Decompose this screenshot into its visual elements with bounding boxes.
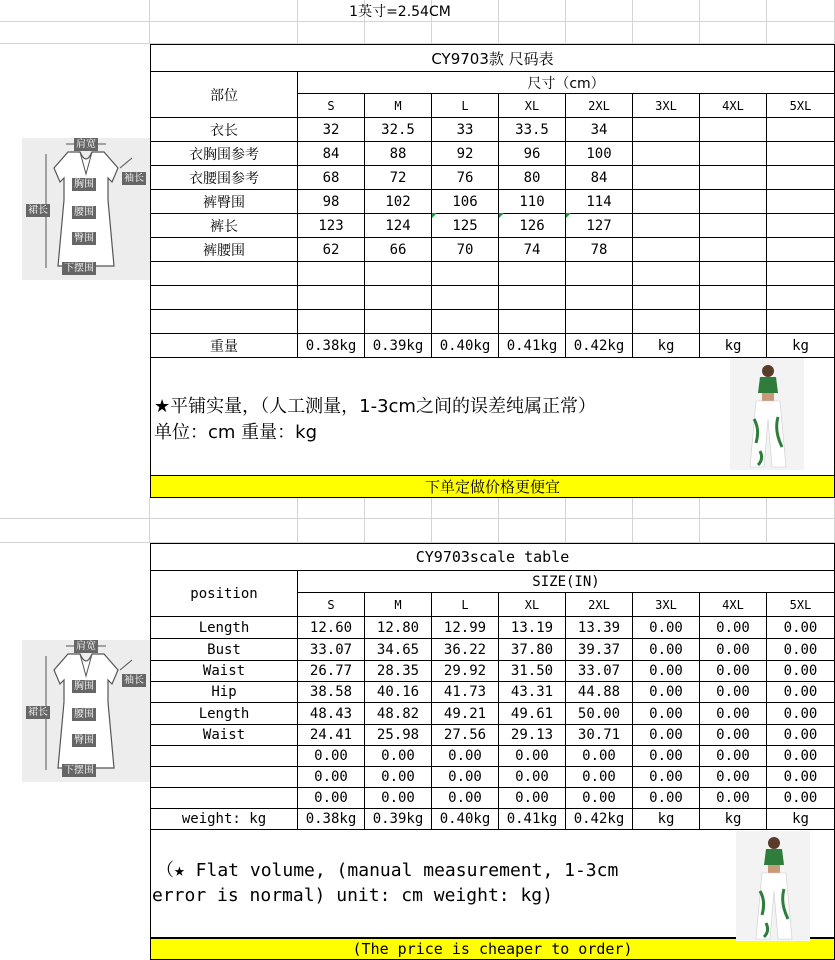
- grid-cell: [499, 497, 566, 519]
- size-value-cell: 0.00: [633, 682, 700, 703]
- size-col-s: S: [298, 593, 365, 617]
- size-value-cell: 84: [566, 166, 633, 190]
- size-value-cell: [633, 118, 700, 142]
- size-value-cell: [365, 262, 432, 286]
- row-label: [150, 788, 298, 809]
- grid-cell: [365, 22, 432, 44]
- size-col-4xl: 4XL: [700, 94, 767, 118]
- size-value-cell: [499, 310, 566, 334]
- size-value-cell: [767, 262, 835, 286]
- size-value-cell: [700, 286, 767, 310]
- measurement-note: ★平铺实量，（人工测量，1-3cm之间的误差纯属正常）: [154, 396, 596, 417]
- size-value-cell: 0.39kg: [365, 809, 432, 830]
- size-col-2xl: 2XL: [566, 593, 633, 617]
- position-header: 部位: [150, 72, 298, 118]
- row-label: [150, 746, 298, 767]
- grid-cell: [150, 519, 298, 543]
- size-value-cell: 12.99: [432, 617, 499, 639]
- size-value-cell: 0.00: [633, 703, 700, 725]
- size-value-cell: 0.40kg: [432, 334, 499, 358]
- size-col-3xl: 3XL: [633, 593, 700, 617]
- diagram-label-chest: 胸围: [74, 179, 94, 190]
- size-value-cell: 0.00: [499, 746, 566, 767]
- unit-note: error is normal) unit: cm weight: kg): [152, 885, 553, 906]
- size-value-cell: 100: [566, 142, 633, 166]
- size-value-cell: 31.50: [499, 661, 566, 682]
- size-col-4xl: 4XL: [700, 593, 767, 617]
- size-col-m: M: [365, 593, 432, 617]
- size-value-cell: [633, 142, 700, 166]
- size-value-cell: [767, 142, 835, 166]
- size-value-cell: [700, 310, 767, 334]
- order-banner: (The price is cheaper to order): [150, 938, 835, 960]
- row-label: Waist: [150, 725, 298, 746]
- size-value-cell: 34: [566, 118, 633, 142]
- diagram-label-hip: 臀围: [74, 735, 94, 746]
- size-value-cell: 0.41kg: [499, 809, 566, 830]
- size-value-cell: [633, 214, 700, 238]
- size-value-cell: [700, 214, 767, 238]
- size-value-cell: 70: [432, 238, 499, 262]
- size-value-cell: [767, 310, 835, 334]
- grid-cell: [0, 0, 150, 22]
- size-value-cell: [633, 238, 700, 262]
- grid-cell: [499, 22, 566, 44]
- size-col-xl: XL: [499, 593, 566, 617]
- row-label: [150, 310, 298, 334]
- diagram-label-hem: 下摆围: [64, 263, 94, 274]
- size-value-cell: 76: [432, 166, 499, 190]
- size-value-cell: kg: [767, 334, 835, 358]
- size-value-cell: 0.00: [432, 788, 499, 809]
- row-label: 衣长: [150, 118, 298, 142]
- row-label: 重量: [150, 334, 298, 358]
- size-value-cell: 0.00: [566, 746, 633, 767]
- position-header: position: [150, 571, 298, 617]
- size-value-cell: 0.00: [700, 639, 767, 661]
- size-col-5xl: 5XL: [767, 593, 835, 617]
- row-label: 衣胸围参考: [150, 142, 298, 166]
- size-value-cell: 114: [566, 190, 633, 214]
- size-value-cell: 0.00: [365, 746, 432, 767]
- size-value-cell: 102: [365, 190, 432, 214]
- row-label: [150, 262, 298, 286]
- size-value-cell: [633, 166, 700, 190]
- size-value-cell: 0.00: [499, 788, 566, 809]
- size-value-cell: 88: [365, 142, 432, 166]
- grid-cell: [150, 497, 298, 519]
- size-value-cell: 0.00: [566, 767, 633, 788]
- size-value-cell: [566, 310, 633, 334]
- row-label: Hip: [150, 682, 298, 703]
- diagram-label-chest: 胸围: [74, 681, 94, 692]
- size-value-cell: 39.37: [566, 639, 633, 661]
- size-value-cell: 123: [298, 214, 365, 238]
- row-label: Length: [150, 703, 298, 725]
- size-value-cell: kg: [633, 334, 700, 358]
- row-label: [150, 286, 298, 310]
- grid-cell: [700, 519, 767, 543]
- diagram-label-length: 裙长: [28, 205, 48, 216]
- size-value-cell: 0.40kg: [432, 809, 499, 830]
- grid-cell: [432, 497, 499, 519]
- row-label: 裤长: [150, 214, 298, 238]
- grid-cell: [767, 22, 835, 44]
- size-value-cell: 0.00: [767, 746, 835, 767]
- size-value-cell: 0.39kg: [365, 334, 432, 358]
- size-value-cell: 0.00: [633, 767, 700, 788]
- size-value-cell: 78: [566, 238, 633, 262]
- row-label: Length: [150, 617, 298, 639]
- model-photo: [730, 358, 804, 470]
- size-value-cell: 0.00: [298, 767, 365, 788]
- size-value-cell: 29.13: [499, 725, 566, 746]
- size-value-cell: 0.00: [298, 746, 365, 767]
- size-value-cell: 33.5: [499, 118, 566, 142]
- model-photo: [736, 831, 810, 941]
- diagram-label-waist: 腰围: [74, 709, 94, 720]
- size-value-cell: 92: [432, 142, 499, 166]
- comment-marker: [566, 213, 571, 218]
- grid-cell: [365, 519, 432, 543]
- size-value-cell: 13.39: [566, 617, 633, 639]
- size-value-cell: kg: [767, 809, 835, 830]
- measurement-note: （★ Flat volume, (manual measurement, 1-3cm: [156, 860, 619, 881]
- size-unit-header: 尺寸（cm）: [298, 72, 835, 94]
- size-value-cell: 0.00: [298, 788, 365, 809]
- inch-conversion-note: 1英寸=2.54CM: [349, 4, 451, 20]
- table-title: CY9703scale table: [150, 543, 835, 571]
- size-value-cell: 0.00: [700, 703, 767, 725]
- size-col-l: L: [432, 94, 499, 118]
- row-label: 衣腰围参考: [150, 166, 298, 190]
- grid-cell: [767, 0, 835, 22]
- size-value-cell: 28.35: [365, 661, 432, 682]
- diagram-label-sleeve: 袖长: [124, 675, 144, 686]
- size-value-cell: 33.07: [298, 639, 365, 661]
- size-value-cell: 0.00: [767, 767, 835, 788]
- size-value-cell: 40.16: [365, 682, 432, 703]
- size-value-cell: 12.80: [365, 617, 432, 639]
- size-value-cell: 125: [432, 214, 499, 238]
- size-value-cell: [767, 118, 835, 142]
- size-value-cell: 0.41kg: [499, 334, 566, 358]
- size-value-cell: 48.43: [298, 703, 365, 725]
- row-label: 裤腰围: [150, 238, 298, 262]
- grid-cell: [566, 497, 633, 519]
- grid-cell: [767, 497, 835, 519]
- size-value-cell: 0.00: [566, 788, 633, 809]
- size-value-cell: [365, 310, 432, 334]
- size-value-cell: 0.00: [767, 617, 835, 639]
- size-col-xl: XL: [499, 94, 566, 118]
- size-value-cell: [633, 310, 700, 334]
- size-value-cell: 0.00: [432, 746, 499, 767]
- size-value-cell: 0.00: [767, 639, 835, 661]
- size-value-cell: 0.00: [767, 725, 835, 746]
- diagram-label-waist: 腰围: [74, 207, 94, 218]
- size-value-cell: 43.31: [499, 682, 566, 703]
- grid-cell: [633, 22, 700, 44]
- size-value-cell: 127: [566, 214, 633, 238]
- size-value-cell: 29.92: [432, 661, 499, 682]
- size-value-cell: kg: [700, 809, 767, 830]
- size-value-cell: 0.42kg: [566, 809, 633, 830]
- size-col-l: L: [432, 593, 499, 617]
- size-value-cell: 0.38kg: [298, 809, 365, 830]
- size-value-cell: 50.00: [566, 703, 633, 725]
- size-value-cell: kg: [700, 334, 767, 358]
- size-value-cell: 37.80: [499, 639, 566, 661]
- size-value-cell: [700, 142, 767, 166]
- size-value-cell: [432, 310, 499, 334]
- size-col-2xl: 2XL: [566, 94, 633, 118]
- grid-cell: [365, 497, 432, 519]
- grid-cell: [499, 519, 566, 543]
- diagram-label-hem: 下摆围: [64, 765, 94, 776]
- diagram-label-sleeve: 袖长: [124, 173, 144, 184]
- size-value-cell: [767, 166, 835, 190]
- size-value-cell: [566, 262, 633, 286]
- size-value-cell: 0.00: [633, 617, 700, 639]
- size-value-cell: 41.73: [432, 682, 499, 703]
- size-value-cell: 98: [298, 190, 365, 214]
- grid-cell: [566, 0, 633, 22]
- grid-cell: [633, 0, 700, 22]
- size-value-cell: [499, 286, 566, 310]
- size-value-cell: 13.19: [499, 617, 566, 639]
- row-label: Bust: [150, 639, 298, 661]
- size-value-cell: 33.07: [566, 661, 633, 682]
- unit-note: 单位：cm 重量：kg: [154, 422, 318, 443]
- size-col-m: M: [365, 94, 432, 118]
- size-value-cell: 36.22: [432, 639, 499, 661]
- row-label: 裤臀围: [150, 190, 298, 214]
- size-value-cell: 0.42kg: [566, 334, 633, 358]
- grid-cell: [150, 22, 298, 44]
- size-value-cell: 33: [432, 118, 499, 142]
- grid-cell: [298, 497, 365, 519]
- size-value-cell: 48.82: [365, 703, 432, 725]
- grid-cell: [633, 497, 700, 519]
- size-value-cell: [633, 262, 700, 286]
- size-value-cell: 0.00: [767, 661, 835, 682]
- size-value-cell: [566, 286, 633, 310]
- comment-marker: [432, 213, 437, 218]
- size-value-cell: 0.00: [633, 661, 700, 682]
- size-value-cell: 62: [298, 238, 365, 262]
- size-col-s: S: [298, 94, 365, 118]
- size-value-cell: 24.41: [298, 725, 365, 746]
- size-value-cell: [499, 262, 566, 286]
- size-value-cell: 49.21: [432, 703, 499, 725]
- size-value-cell: 32: [298, 118, 365, 142]
- size-value-cell: 66: [365, 238, 432, 262]
- size-value-cell: 25.98: [365, 725, 432, 746]
- size-value-cell: [298, 310, 365, 334]
- comment-marker: [499, 213, 504, 218]
- size-value-cell: 126: [499, 214, 566, 238]
- size-unit-header: SIZE(IN): [298, 571, 835, 593]
- size-value-cell: 0.00: [700, 746, 767, 767]
- size-value-cell: 96: [499, 142, 566, 166]
- size-value-cell: 0.00: [499, 767, 566, 788]
- size-value-cell: 0.00: [633, 788, 700, 809]
- size-value-cell: 44.88: [566, 682, 633, 703]
- size-value-cell: 0.00: [633, 746, 700, 767]
- size-value-cell: 0.00: [700, 682, 767, 703]
- grid-cell: [700, 497, 767, 519]
- size-col-5xl: 5XL: [767, 94, 835, 118]
- diagram-label-length: 裙长: [28, 707, 48, 718]
- diagram-label-shoulder: 肩宽: [76, 139, 96, 150]
- size-value-cell: 38.58: [298, 682, 365, 703]
- size-value-cell: [298, 262, 365, 286]
- row-label: weight: kg: [150, 809, 298, 830]
- size-value-cell: [700, 238, 767, 262]
- row-label: [150, 767, 298, 788]
- size-value-cell: 0.00: [365, 788, 432, 809]
- size-value-cell: 110: [499, 190, 566, 214]
- size-value-cell: 26.77: [298, 661, 365, 682]
- size-value-cell: [432, 286, 499, 310]
- size-value-cell: 72: [365, 166, 432, 190]
- size-value-cell: 0.00: [633, 725, 700, 746]
- grid-cell: [700, 22, 767, 44]
- grid-cell: [432, 22, 499, 44]
- size-value-cell: 0.00: [365, 767, 432, 788]
- size-value-cell: 0.00: [633, 639, 700, 661]
- row-label: Waist: [150, 661, 298, 682]
- grid-cell: [566, 22, 633, 44]
- grid-cell: [0, 497, 150, 519]
- size-value-cell: kg: [633, 809, 700, 830]
- size-value-cell: 0.00: [700, 788, 767, 809]
- size-value-cell: [633, 190, 700, 214]
- size-value-cell: 124: [365, 214, 432, 238]
- size-value-cell: 84: [298, 142, 365, 166]
- size-value-cell: [633, 286, 700, 310]
- grid-cell: [298, 519, 365, 543]
- size-value-cell: 74: [499, 238, 566, 262]
- size-value-cell: 30.71: [566, 725, 633, 746]
- grid-cell: [767, 519, 835, 543]
- size-value-cell: 0.00: [432, 767, 499, 788]
- size-value-cell: [700, 118, 767, 142]
- size-value-cell: 49.61: [499, 703, 566, 725]
- order-banner: 下单定做价格更便宜: [150, 475, 835, 498]
- grid-cell: [566, 519, 633, 543]
- size-value-cell: 80: [499, 166, 566, 190]
- size-value-cell: [298, 286, 365, 310]
- size-value-cell: [700, 190, 767, 214]
- grid-cell: [0, 22, 150, 44]
- grid-cell: [432, 519, 499, 543]
- size-value-cell: 0.00: [700, 661, 767, 682]
- size-value-cell: 0.00: [767, 682, 835, 703]
- size-value-cell: [700, 262, 767, 286]
- size-value-cell: 0.00: [700, 725, 767, 746]
- size-value-cell: 68: [298, 166, 365, 190]
- size-value-cell: 32.5: [365, 118, 432, 142]
- size-col-3xl: 3XL: [633, 94, 700, 118]
- size-value-cell: 34.65: [365, 639, 432, 661]
- size-value-cell: [365, 286, 432, 310]
- size-value-cell: 0.00: [700, 767, 767, 788]
- size-value-cell: [700, 166, 767, 190]
- grid-cell: [700, 0, 767, 22]
- size-value-cell: 0.38kg: [298, 334, 365, 358]
- size-value-cell: 106: [432, 190, 499, 214]
- diagram-label-hip: 臀围: [74, 233, 94, 244]
- size-value-cell: [432, 262, 499, 286]
- size-value-cell: [767, 190, 835, 214]
- table-title: CY9703款 尺码表: [150, 44, 835, 72]
- grid-cell: [633, 519, 700, 543]
- diagram-label-shoulder: 肩宽: [76, 641, 96, 652]
- size-value-cell: 0.00: [767, 703, 835, 725]
- size-value-cell: [767, 238, 835, 262]
- size-value-cell: [767, 214, 835, 238]
- grid-cell: [0, 519, 150, 543]
- size-value-cell: 27.56: [432, 725, 499, 746]
- grid-cell: [298, 22, 365, 44]
- size-value-cell: 12.60: [298, 617, 365, 639]
- size-value-cell: 0.00: [700, 617, 767, 639]
- size-value-cell: 0.00: [767, 788, 835, 809]
- size-value-cell: [767, 286, 835, 310]
